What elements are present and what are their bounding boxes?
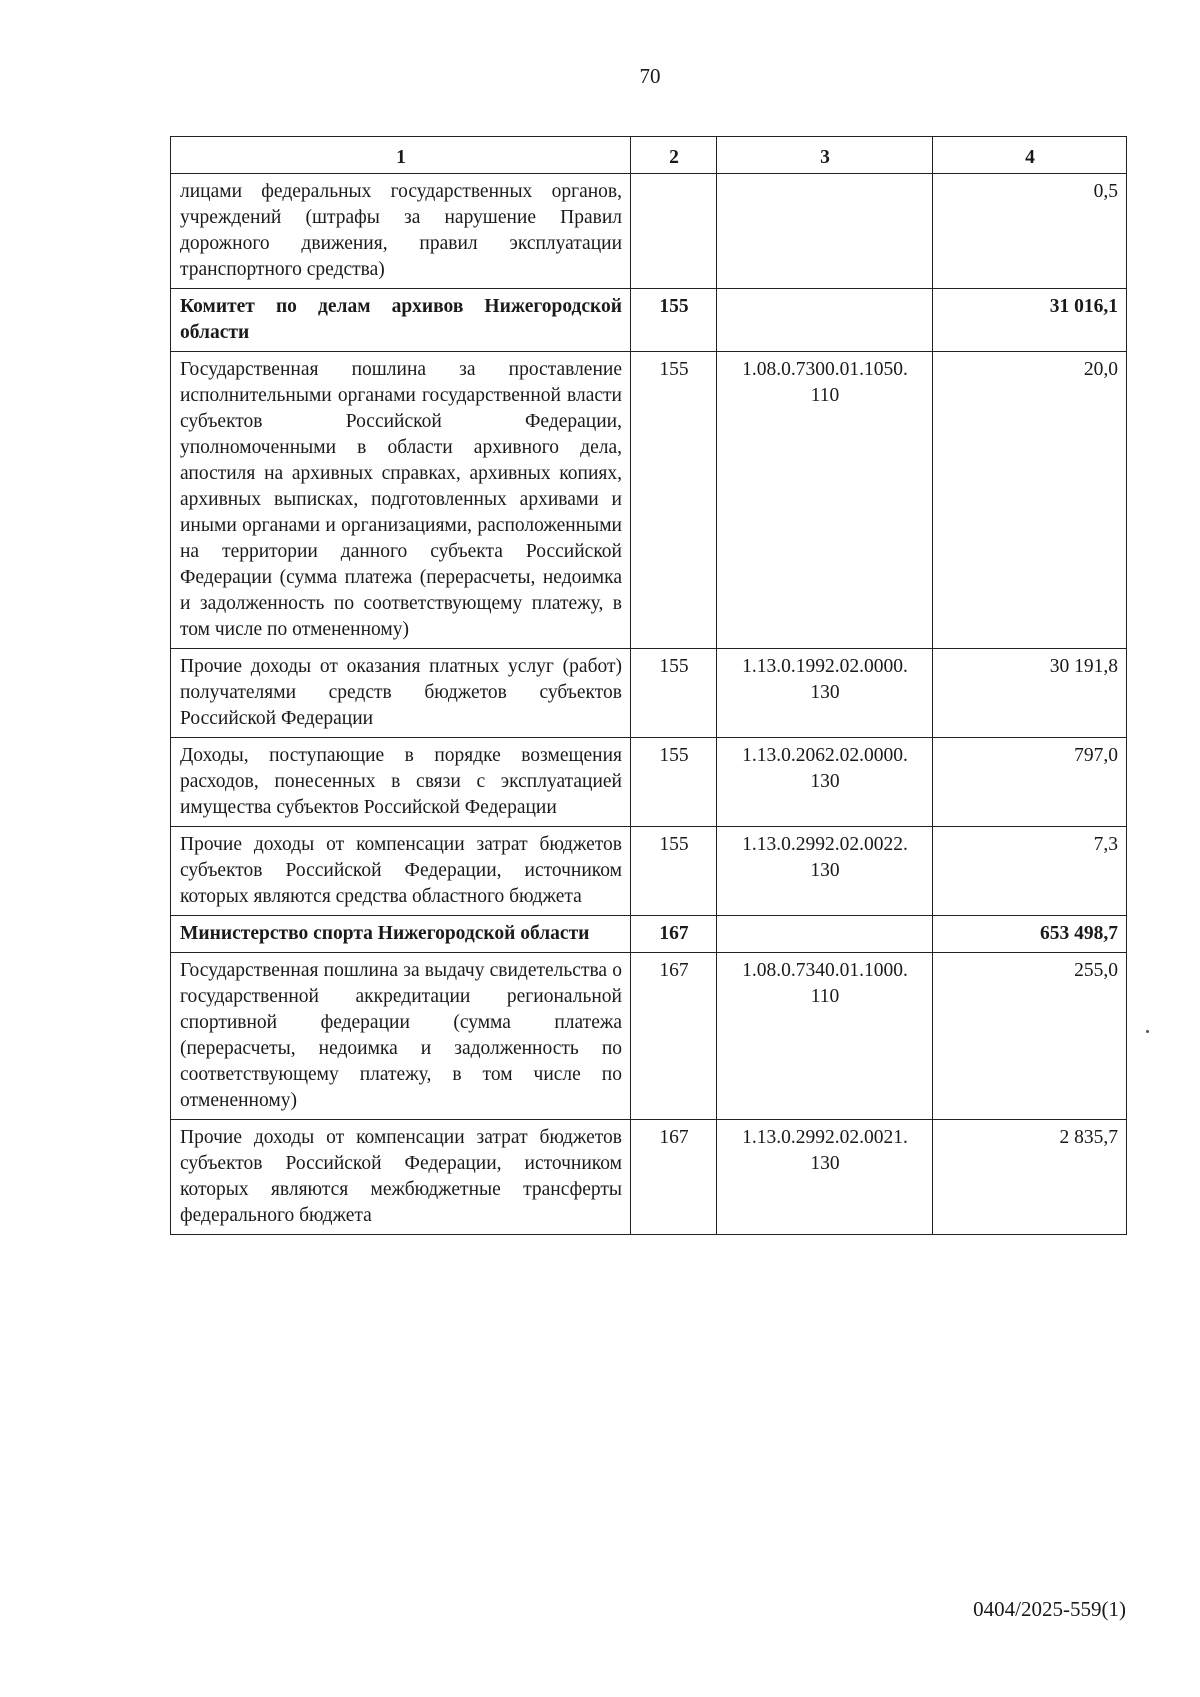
row-kbk-code: 1.08.0.7300.01.1050. 110 [717, 352, 933, 649]
row-amount: 7,3 [933, 827, 1127, 916]
row-kbk-code: 1.13.0.1992.02.0000. 130 [717, 649, 933, 738]
table-row [171, 352, 1127, 649]
row-kbk-code [717, 289, 933, 352]
row-amount: 20,0 [933, 352, 1127, 649]
row-description: Прочие доходы от оказания платных услуг (работ) получателями средств бюджетов субъектов Российской Федерации [171, 649, 631, 738]
column-header: 1 [171, 137, 631, 174]
row-kbk-code: 1.13.0.2992.02.0022. 130 [717, 827, 933, 916]
row-kbk-code: 1.13.0.2062.02.0000. 130 [717, 738, 933, 827]
row-code: 155 [631, 738, 717, 827]
row-amount: 31 016,1 [933, 289, 1127, 352]
row-code [631, 174, 717, 289]
row-code: 155 [631, 289, 717, 352]
row-amount: 255,0 [933, 953, 1127, 1120]
row-description: Прочие доходы от компенсации затрат бюджетов субъектов Российской Федерации, источником которых являются средства областного бюджета [171, 827, 631, 916]
table-row [171, 827, 1127, 916]
table-row [171, 953, 1127, 1120]
revenue-table [170, 136, 1127, 1235]
table-row [171, 649, 1127, 738]
table-row [171, 289, 1127, 352]
row-amount: 653 498,7 [933, 916, 1127, 953]
row-amount: 2 835,7 [933, 1120, 1127, 1235]
row-code: 155 [631, 827, 717, 916]
row-description: Комитет по делам архивов Нижегородской области [171, 289, 631, 352]
row-kbk-code [717, 174, 933, 289]
document-id: 0404/2025-559(1) [973, 1597, 1126, 1621]
row-kbk-code: 1.13.0.2992.02.0021. 130 [717, 1120, 933, 1235]
row-description: Государственная пошлина за выдачу свидетельства о государственной аккредитации региональной спортивной федерации (сумма платежа (перерасчеты, недоимка и задолженность по соответствующему платежу, в том числе по отмененному) [171, 953, 631, 1120]
page-number: 70 [639, 64, 661, 88]
row-code: 155 [631, 352, 717, 649]
row-description: Министерство спорта Нижегородской области [171, 916, 631, 953]
row-description: Государственная пошлина за проставление исполнительными органами государственной власти субъектов Российской Федерации, уполномоченными в области архивного дела, апостиля на архивных справках, архивных копиях, архивных выписках, подготовленных архивами и иными органами и организациями, расположенными на территории данного субъекта Российской Федерации (сумма платежа (перерасчеты, недоимка и задолженность по соответствующему платежу, в том числе по отмененному) [171, 352, 631, 649]
table-row [171, 738, 1127, 827]
row-code: 167 [631, 953, 717, 1120]
row-kbk-code [717, 916, 933, 953]
row-amount: 0,5 [933, 174, 1127, 289]
row-kbk-code: 1.08.0.7340.01.1000. 110 [717, 953, 933, 1120]
row-amount: 30 191,8 [933, 649, 1127, 738]
table-row [171, 1120, 1127, 1235]
scan-speck [1146, 1030, 1149, 1033]
table-row [171, 174, 1127, 289]
column-header: 4 [933, 137, 1127, 174]
row-code: 155 [631, 649, 717, 738]
row-code: 167 [631, 1120, 717, 1235]
row-amount: 797,0 [933, 738, 1127, 827]
column-header: 2 [631, 137, 717, 174]
row-description: Прочие доходы от компенсации затрат бюджетов субъектов Российской Федерации, источником которых являются межбюджетные трансферты федерального бюджета [171, 1120, 631, 1235]
row-description: Доходы, поступающие в порядке возмещения расходов, понесенных в связи с эксплуатацией имущества субъектов Российской Федерации [171, 738, 631, 827]
column-header: 3 [717, 137, 933, 174]
table-row [171, 916, 1127, 953]
table-header-row [171, 137, 1127, 174]
row-description: лицами федеральных государственных органов, учреждений (штрафы за нарушение Правил дорожного движения, правил эксплуатации транспортного средства) [171, 174, 631, 289]
row-code: 167 [631, 916, 717, 953]
